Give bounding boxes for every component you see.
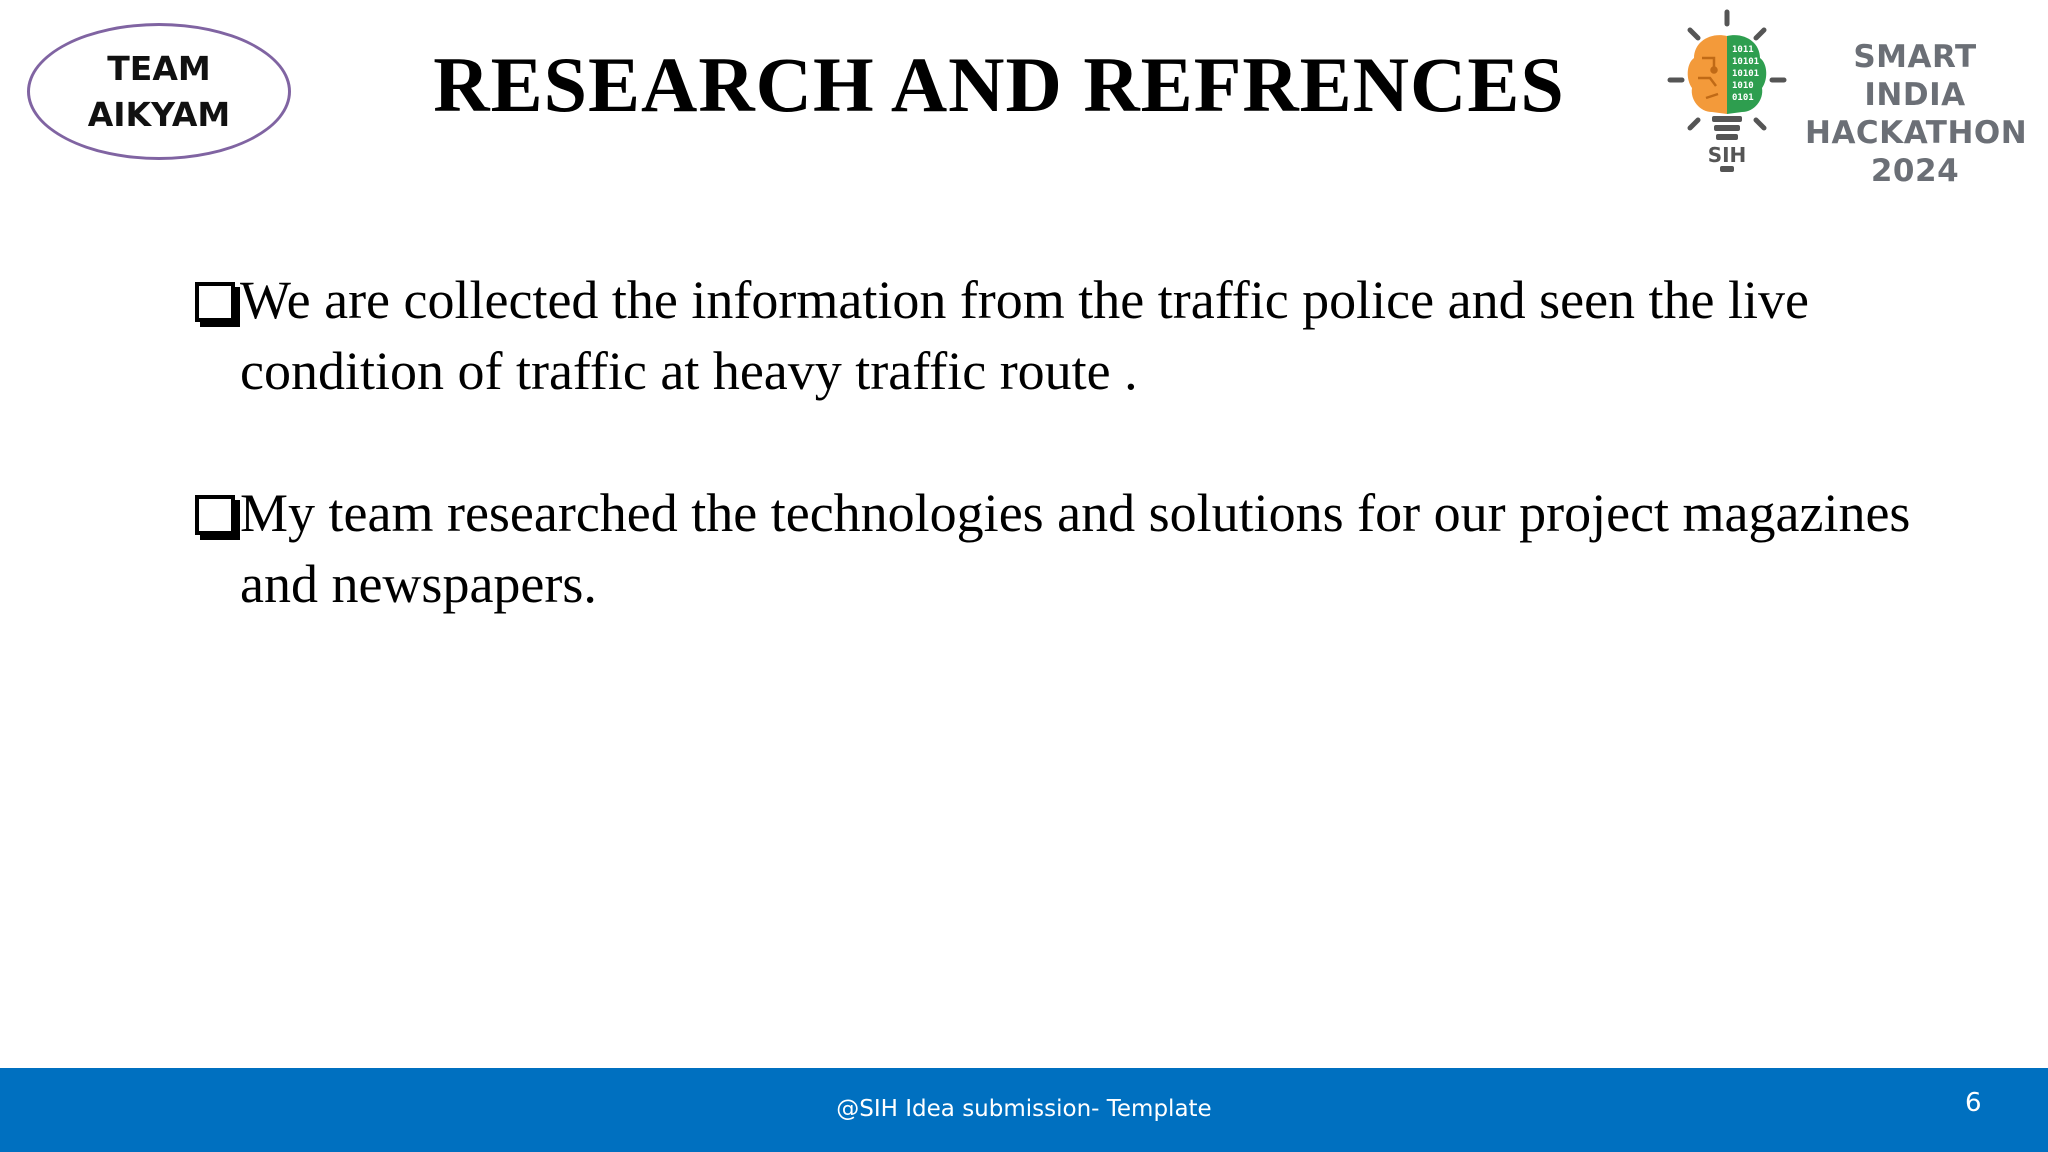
logo-line1: SMART INDIA bbox=[1853, 39, 1977, 113]
checkbox-bullet-icon bbox=[195, 282, 235, 322]
footer-bar bbox=[0, 1068, 2048, 1152]
svg-text:10101: 10101 bbox=[1732, 57, 1760, 67]
svg-text:10101: 10101 bbox=[1732, 69, 1760, 79]
svg-text:1010: 1010 bbox=[1732, 81, 1754, 91]
bulb-label: SIH bbox=[1707, 143, 1747, 167]
brain-lightbulb-icon bbox=[1670, 12, 1784, 172]
team-badge-line2: AIKYAM bbox=[87, 94, 231, 134]
bullet-list bbox=[195, 265, 1935, 691]
logo-text bbox=[1805, 38, 2028, 190]
team-badge-line1: TEAM bbox=[107, 48, 211, 88]
page-number: 6 bbox=[1965, 1088, 1982, 1118]
slide-title: RESEARCH AND REFRENCES bbox=[433, 41, 1565, 128]
footer-text: @SIH Idea submission- Template bbox=[836, 1096, 1212, 1122]
logo-line2: HACKATHON bbox=[1805, 115, 2028, 151]
svg-text:0101: 0101 bbox=[1732, 93, 1754, 103]
bullet-text: My team researched the technologies and solutions for our project magazines and newspapers. bbox=[240, 483, 1911, 614]
svg-text:1011: 1011 bbox=[1732, 45, 1754, 55]
bullet-item bbox=[195, 265, 1935, 407]
bullet-text: We are collected the information from the traffic police and seen the live condition of traffic at heavy traffic route . bbox=[240, 270, 1809, 401]
logo-line3: 2024 bbox=[1870, 153, 1960, 189]
bullet-item bbox=[195, 478, 1935, 620]
checkbox-bullet-icon bbox=[195, 495, 235, 535]
